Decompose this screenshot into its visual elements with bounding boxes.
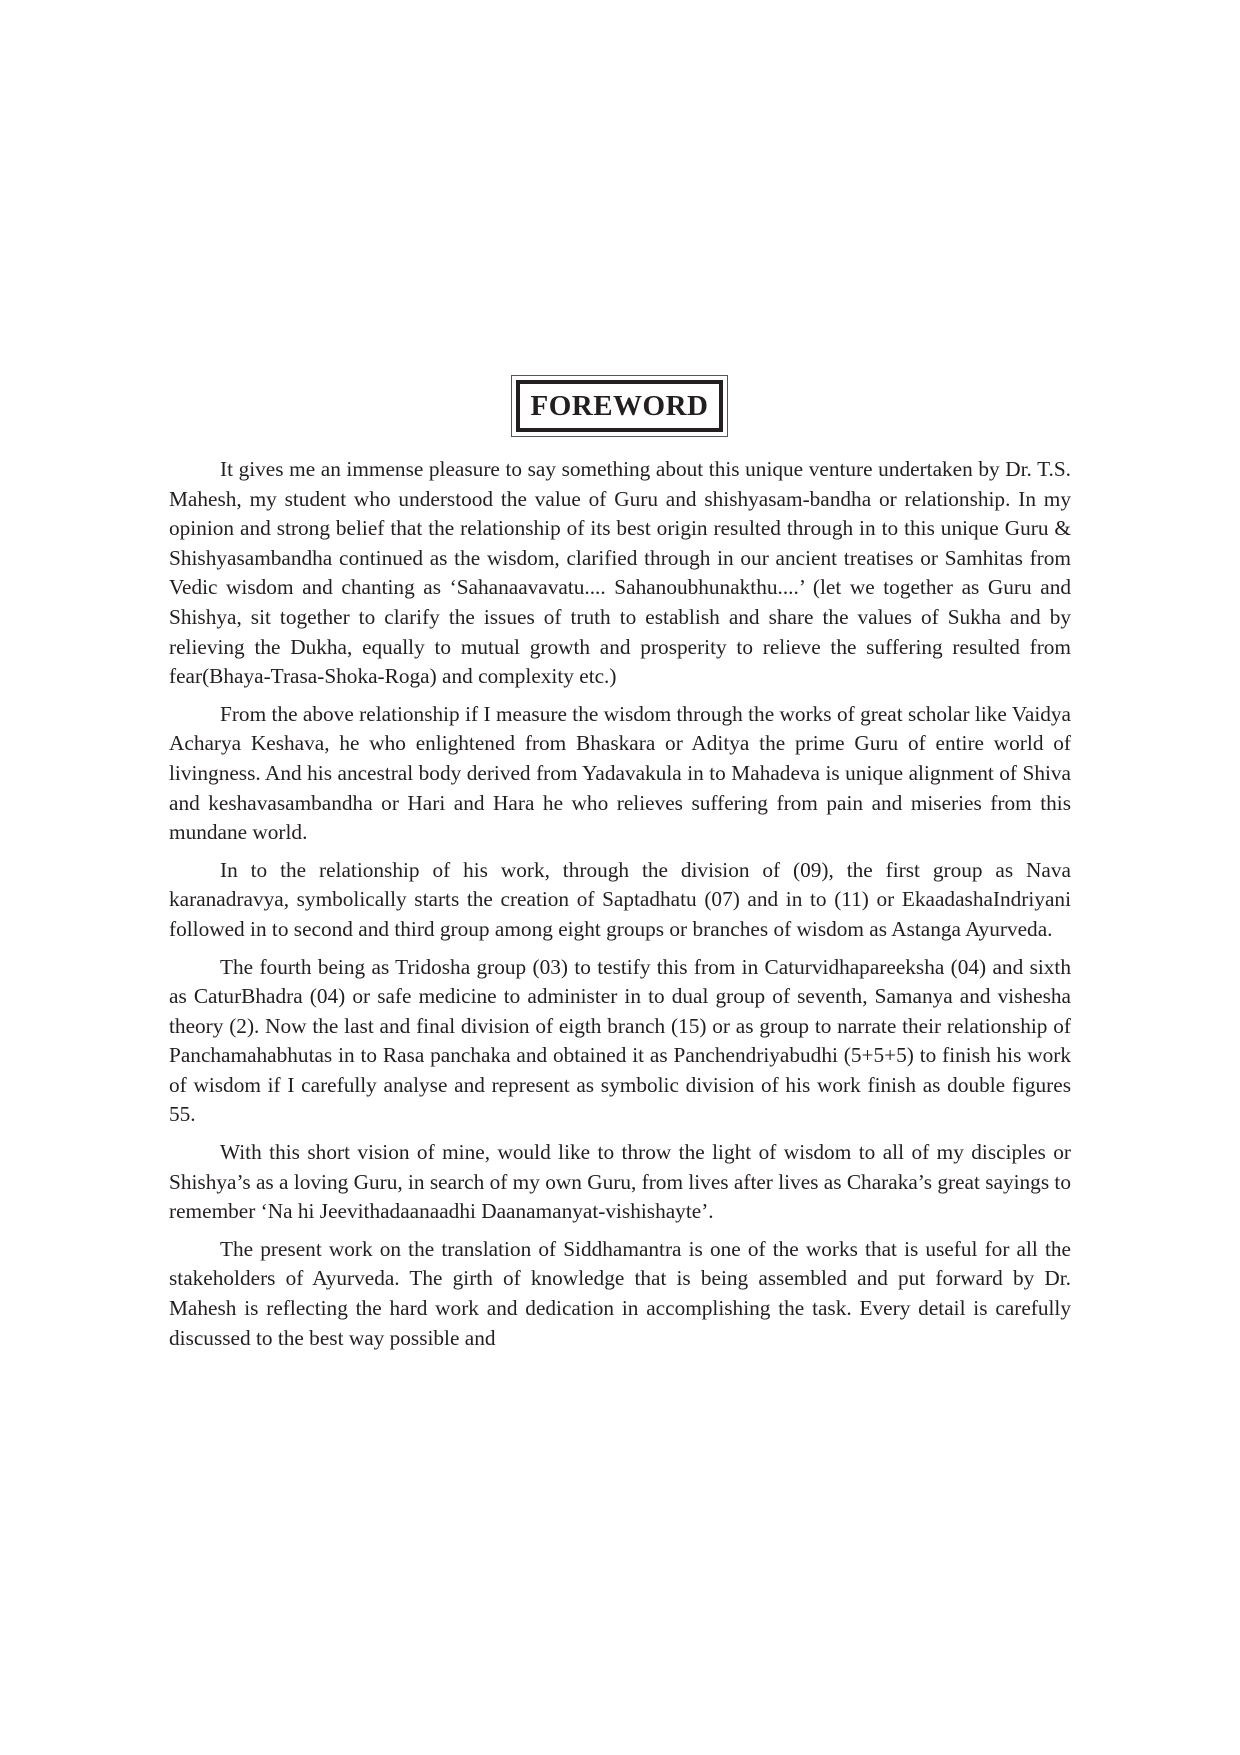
paragraph-6: The present work on the translation of Siddhamantra is one of the works that is useful for all the stakeholders of Ayurveda. The girth of knowledge that is being assembled and put forward by Dr. Mahesh is reflecting the hard work and dedication in accomplishing the task. Every detail is carefully discussed to the best way possible and xyxy=(169,1236,1071,1350)
title-box xyxy=(516,380,723,432)
foreword-body xyxy=(169,455,1071,1361)
paragraph-4: The fourth being as Tridosha group (03) to testify this from in Caturvidhapareeksha (04) and sixth as CaturBhadra (04) or safe medicine to administer in to dual group of seventh, Samanya and vishesha theory (2). Now the last and final division of eigth branch (15) or as group to narrate their relationship of Panchamahabhutas in to Rasa panchaka and obtained it as Panchendriyabudhi (5+5+5) to finish his work of wisdom if I carefully analyse and represent as symbolic division of his work finish as double figures 55. xyxy=(169,954,1071,1127)
paragraph-2: From the above relationship if I measure the wisdom through the works of great scholar like Vaidya Acharya Keshava, he who enlightened from Bhaskara or Aditya the prime Guru of entire world of livingness. And his ancestral body derived from Yadavakula in to Mahadeva is unique alignment of Shiva and keshavasambandha or Hari and Hara he who relieves suffering from pain and miseries from this mundane world. xyxy=(169,701,1071,845)
paragraph-3: In to the relationship of his work, through the division of (09), the first group as Nava karanadravya, symbolically starts the creation of Saptadhatu (07) and in to (11) or EkaadashaIndriyani followed in to second and third group among eight groups or branches of wisdom as Astanga Ayurveda. xyxy=(169,857,1071,941)
paragraph-5: With this short vision of mine, would like to throw the light of wisdom to all of my disciples or Shishya’s as a loving Guru, in search of my own Guru, from lives after lives as Charaka’s great sayings to remember ‘Na hi Jeevithadaanaadhi Daanamanyat-vishishayte’. xyxy=(169,1140,1071,1224)
page-title: FOREWORD xyxy=(530,389,709,422)
paragraph-1: It gives me an immense pleasure to say something about this unique venture undertaken by Dr. T.S. Mahesh, my student who understood the value of Guru and shishyasam-bandha or relationship. In my opinion and strong belief that the relationship of its best origin resulted through in to this unique Guru & Shishyasambandha continued as the wisdom, clarified through in our ancient treatises or Samhitas from Vedic wisdom and chanting as ‘Sahanaavavatu.... Sahanoubhunakthu....’ (let we together as Guru and Shishya, sit together to clarify the issues of truth to establish and share the values of Sukha and by relieving the Dukha, equally to mutual growth and prosperity to relieve the suffering resulted from fear(Bhaya-Trasa-Shoka-Roga) and complexity etc.) xyxy=(169,457,1071,689)
title-frame xyxy=(511,375,728,437)
